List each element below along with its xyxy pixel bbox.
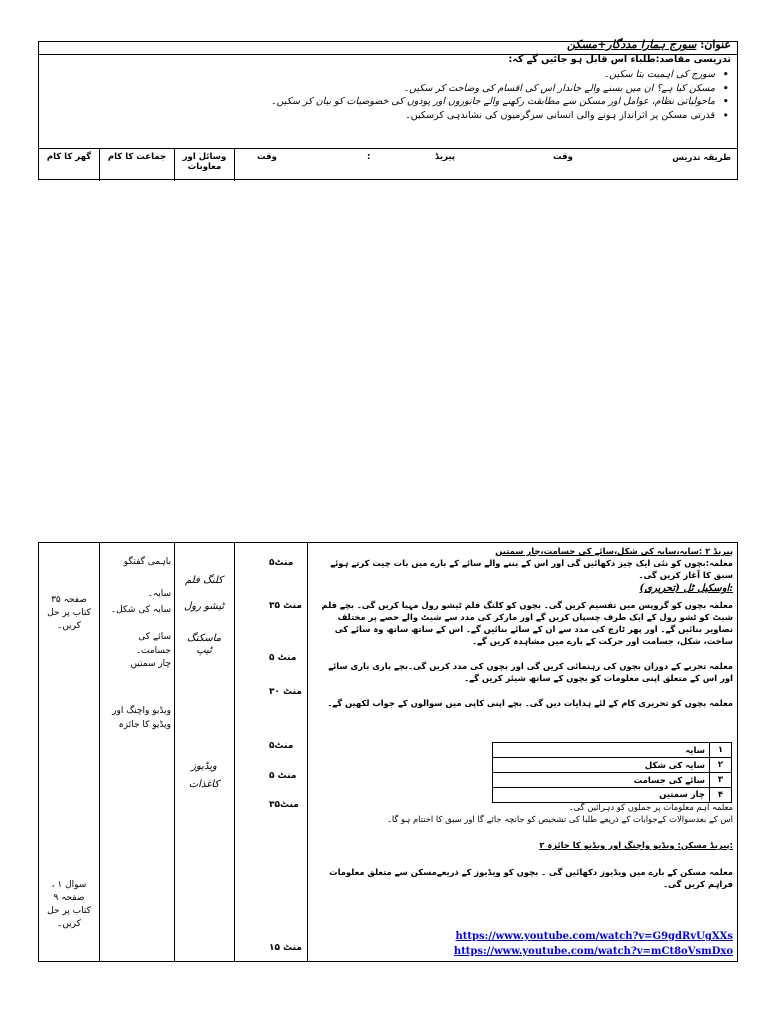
period-2-intro: معلمہ:بچوں کو نئی ایک چیز دکھائیں گی اور اس کے بننے والے سائے کے بارے میں بات چیت کرتے ہوئے سبق کا آغاز کریں گی۔ (330, 558, 733, 580)
objectives-list (271, 68, 731, 122)
title-value: سورج ہمارا مددگار+مسکن (567, 38, 697, 51)
header-time-a: وقت (257, 152, 277, 162)
row-text: سایہ کی شکل (493, 758, 710, 773)
period-2-activity: معلمہ بچوں کو گروپس میں تقسیم کریں گی۔ بچوں کو کلنگ فلم ٹیشو رول مہیا کریں گی۔ بچے فلم شیٹ کو ٹشو رول کے ایک طرف چسپاں کریں گے اور مارکر کی مدد سے شیٹ والے حصے پر مختلف تصاویر بنائیں گے۔ اور پھر ٹارچ کی مدد سے ان کے سائے بنائیں گے۔ اس کے ساتھ ساتھ وہ سائے کی ساخت، شکل، جسامت اور حرکت کے بارے میں مشاہدہ کریں گے۔ (321, 600, 733, 646)
table-row (493, 743, 732, 758)
period-2-written-work: معلمہ بچوں کو تحریری کام کے لئے ہدایات دیں گی۔ بچے اپنی کاپی میں سوالوں کے جواب لکھیں گے۔ (327, 698, 733, 708)
time-value: منٹ ۵ (269, 771, 297, 781)
lesson-header-table (38, 38, 738, 180)
classwork-item: ویڈیو واچنگ اور ویڈیو کا جائزہ (112, 706, 171, 730)
homework-item: صفحہ ۳۵ کتاب پر حل کریں۔ (47, 595, 91, 631)
period-2-assessment: اس کے بعدسوالات کےجوابات کے ذریعے طلبا کی تشخیص کو جانچہ جائے گا اور سبق کا اختتام ہو گا۔ (386, 814, 733, 824)
header-classwork: جماعت کا کام (99, 149, 174, 181)
resource-item: ماسکنگ ٹیپ (186, 633, 222, 656)
time-value: منٹ ۵ (269, 653, 297, 663)
header-colon: : (367, 152, 371, 162)
classwork-item: چار سمتیں (130, 659, 171, 669)
header-time-b: وقت (553, 152, 573, 162)
table-row (493, 758, 732, 773)
method-content (307, 543, 739, 963)
header-method-cell (234, 149, 739, 181)
time-value: منٹ۵ (269, 741, 294, 751)
objective-item: • قدرتی مسکن پر اثرانداز ہونے والی انسانی سرگرمیوں کی نشاندہی کرسکیں۔ (271, 109, 731, 123)
header-resources: وسائل اور معاونات (174, 149, 234, 181)
classwork-item: سایہ۔ (147, 589, 171, 599)
time-value: منٹ۵ (269, 558, 294, 568)
time-value: منٹ ۳۰ (269, 687, 302, 697)
youtube-link[interactable]: https://www.youtube.com/watch?v=mCt8oVsmDxo (453, 946, 733, 957)
period-table (38, 542, 738, 962)
youtube-link[interactable]: https://www.youtube.com/watch?v=G9gdRvUgXXs (455, 931, 733, 942)
resource-item: ویڈیوز (191, 761, 217, 772)
row-number: ۱ (710, 743, 732, 758)
classwork-item: سائے کی جسامت۔ (135, 632, 171, 656)
period-3-heading: :پیریڈ مسکن: ویڈیو واچنگ اور ویڈیو کا جائزہ ۲ (539, 840, 733, 850)
row-text: چار سمتیں (493, 788, 710, 803)
period-2-guidance: معلمہ تجربے کے دوران بچوں کی رہنمائی کریں گی اور بچوں کی مدد کریں گی۔بچے باری باری سائے اور اس کے متعلق اپنی معلومات کو بچوں کے ساتھ شیئر کریں گے۔ (328, 661, 733, 683)
classwork-item: سایہ کی شکل۔ (110, 605, 171, 615)
homework-item: سوال ۱ ، صفحہ ۹ کتاب پر حل کریں۔ (47, 880, 91, 929)
period-2-subheading: :اوسکیل ٹل (تحریری) (639, 583, 733, 594)
header-method: طریقہ تدریس (672, 153, 731, 163)
row-number: ۳ (710, 773, 732, 788)
period-2-heading: پیریڈ ۲ :سایہ،سایہ کی شکل،سائے کی جسامت،چار سمتیں (495, 546, 733, 556)
objective-item: • مسکن کیا ہے؟ ان میں بسنے والے جاندار اس کی اقسام کی وضاحت کر سکیں۔ (271, 82, 731, 96)
classwork-item: باہمی گفتگو (123, 557, 171, 567)
questions-table (492, 742, 732, 803)
row-text: سایہ (493, 743, 710, 758)
resource-item: کلنگ فلم (185, 575, 223, 586)
lesson-title (567, 38, 731, 51)
period-3-body: معلمہ مسکن کے بارے میں ویڈیوز دکھائیں گی ۔ بچوں کو ویڈیوز کے ذریعےمسکن سے متعلق معلومات فراہم کریں گی۔ (329, 867, 733, 889)
resource-item: کاغذات (188, 779, 220, 790)
column-header-row (39, 148, 737, 181)
objective-item: • سورج کی اہمیت بتا سکیں۔ (271, 68, 731, 82)
objective-item: • ماحولیاتی نظام، عوامل اور مسکن سے مطابقت رکھنے والے جانوروں اور پودوں کی خصوصیات کو بیان کر سکیں۔ (271, 95, 731, 109)
row-text: سائے کی جسامت (493, 773, 710, 788)
period-2-recap: معلمہ اہم معلومات پر جملوں کو دہرائیں گی۔ (568, 802, 733, 812)
header-period: پیریڈ (435, 152, 456, 162)
header-homework: گھر کا کام (46, 152, 92, 162)
row-number: ۴ (710, 788, 732, 803)
time-value: منٹ ۱۵ (269, 943, 302, 953)
objectives-heading: تدریسی مقاصد:طلباء اس قابل ہو جائیں گے کہ: (508, 54, 731, 65)
time-value: منٹ ۳۵ (269, 601, 302, 611)
time-value: منٹ۳۵ (269, 800, 299, 810)
resource-item: ٹیشو رول (184, 601, 224, 612)
title-label: عنوان: (700, 38, 731, 51)
row-number: ۲ (710, 758, 732, 773)
table-row (493, 773, 732, 788)
